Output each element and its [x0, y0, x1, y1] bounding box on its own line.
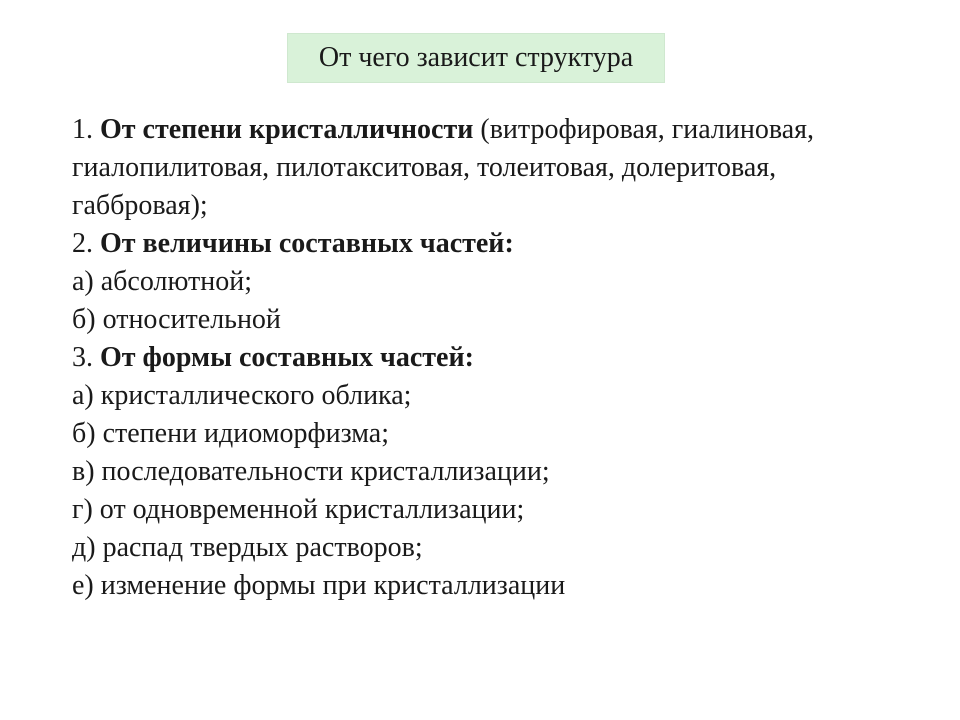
slide-title: От чего зависит структура — [318, 42, 634, 73]
item-1-heading: От степени кристалличности — [100, 114, 474, 145]
item-1-number: 1. — [72, 114, 93, 145]
item-3-sub-a: а) кристаллического облика; — [72, 380, 412, 411]
item-2-sub-a: а) абсолютной; — [72, 266, 252, 297]
item-2-line — [72, 225, 932, 263]
item-2-sub-b: б) относительной — [72, 304, 281, 335]
item-3-sub-d: г) от одновременной кристаллизации; — [72, 494, 525, 525]
item-1-line-3: габбровая); — [72, 190, 208, 221]
item-1-line-2: гиалопилитовая, пилотакситовая, толеитовая, долеритовая, — [72, 152, 777, 183]
item-3-sub-c: в) последовательности кристаллизации; — [72, 456, 550, 487]
item-3-sub-e: д) распад твердых растворов; — [72, 532, 423, 563]
item-1-examples-start: (витрофировая, гиалиновая, — [480, 114, 815, 145]
item-1-line-1 — [72, 111, 932, 149]
item-3-sub-f: е) изменение формы при кристаллизации — [72, 570, 566, 601]
slide-body — [72, 111, 932, 605]
item-2-number: 2. — [72, 228, 93, 259]
item-3-sub-b: б) степени идиоморфизма; — [72, 418, 389, 449]
item-3-line — [72, 339, 932, 377]
item-2-heading: От величины составных частей: — [100, 228, 514, 259]
title-box — [287, 33, 665, 83]
item-3-number: 3. — [72, 342, 93, 373]
item-3-heading: От формы составных частей: — [100, 342, 474, 373]
